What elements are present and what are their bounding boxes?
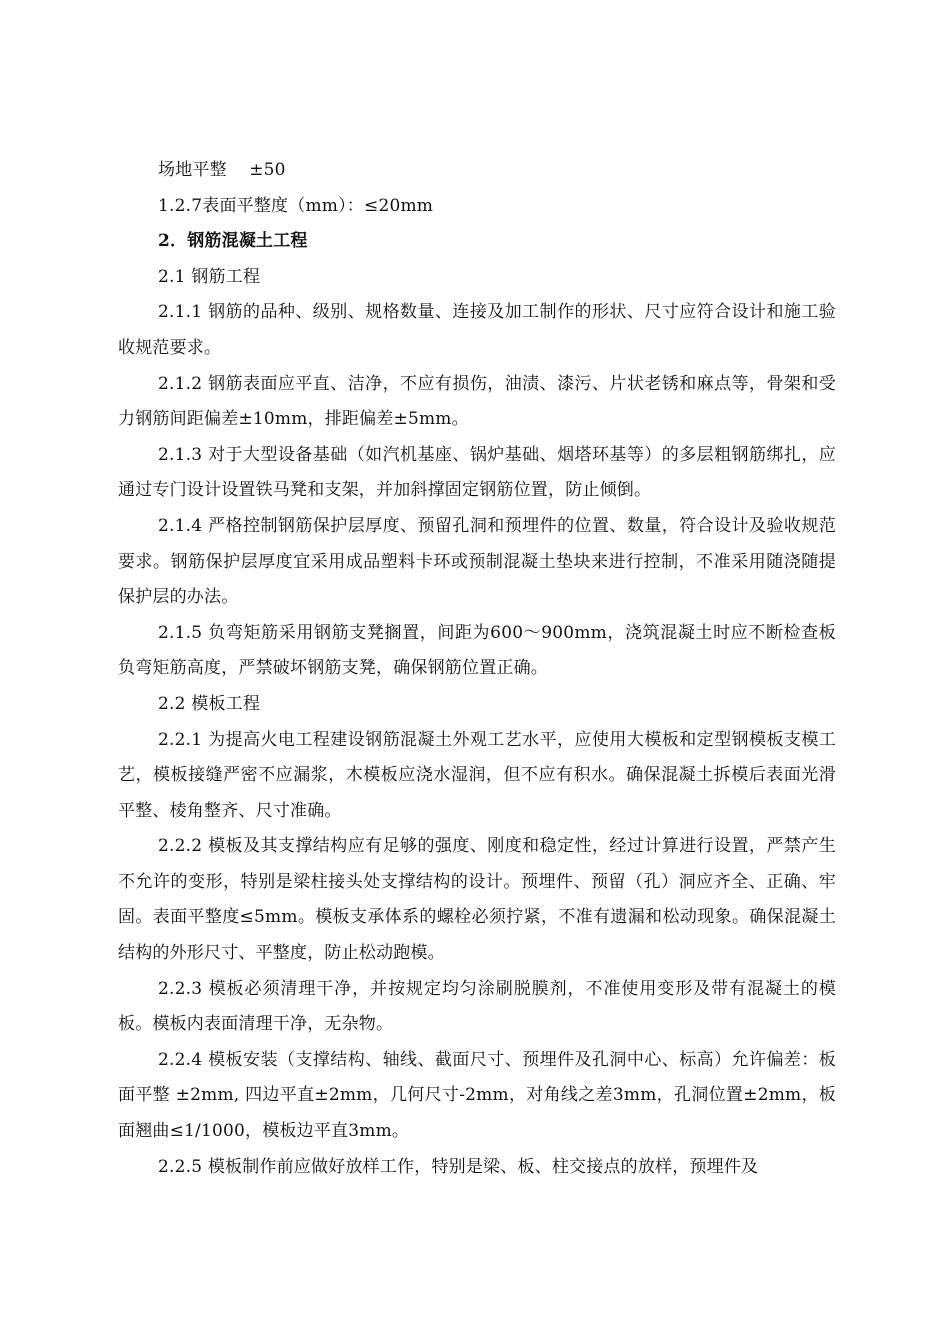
document-body <box>118 153 836 1185</box>
paragraph-2-1-2: 2.1.2 钢筋表面应平直、洁净，不应有损伤，油渍、漆污、片状老锈和麻点等，骨架和受力钢筋间距偏差±10mm，排距偏差±5mm。 <box>118 373 836 430</box>
paragraph-site-leveling: 场地平整 ±50 <box>158 160 286 180</box>
paragraph-2-2-4: 2.2.4 模板安装（支撑结构、轴线、截面尺寸、预埋件及孔洞中心、标高）允许偏差：板面平整 ±2mm, 四边平直±2mm，几何尺寸-2mm，对角线之差3mm，孔洞位置±2mm，板面翘曲≤1/1000，模板边平直3mm。 <box>118 1049 836 1142</box>
paragraph-2-2-2: 2.2.2 模板及其支撑结构应有足够的强度、刚度和稳定性，经过计算进行设置，严禁产生不允许的变形，特别是梁柱接头处支撑结构的设计。预埋件、预留（孔）洞应齐全、正确、牢固。表面平整度≤5mm。模板支承体系的螺栓必须拧紧，不准有遗漏和松动现象。确保混凝土结构的外形尺寸、平整度，防止松动跑模。 <box>118 836 836 964</box>
paragraph-2-1-5: 2.1.5 负弯矩筋采用钢筋支凳搁置，间距为600～900mm，浇筑混凝土时应不断检查板负弯矩筋高度，严禁破坏钢筋支凳，确保钢筋位置正确。 <box>118 622 836 679</box>
paragraph-2-1-3: 2.1.3 对于大型设备基础（如汽机基座、锅炉基础、烟塔环基等）的多层粗钢筋绑扎，应通过专门设计设置铁马凳和支架，并加斜撑固定钢筋位置，防止倾倒。 <box>118 444 836 501</box>
section-heading-2: 2．钢筋混凝土工程 <box>158 231 308 252</box>
subsection-heading-2-2: 2.2 模板工程 <box>158 693 261 714</box>
paragraph-2-2-3: 2.2.3 模板必须清理干净，并按规定均匀涂刷脱膜剂，不准使用变形及带有混凝土的模板。模板内表面清理干净，无杂物。 <box>118 978 836 1035</box>
paragraph-2-1-1: 2.1.1 钢筋的品种、级别、规格数量、连接及加工制作的形状、尺寸应符合设计和施工验收规范要求。 <box>118 302 836 358</box>
paragraph-2-1-4: 2.1.4 严格控制钢筋保护层厚度、预留孔洞和预埋件的位置、数量，符合设计及验收规范要求。钢筋保护层厚度宜采用成品塑料卡环或预制混凝土垫块来进行控制，不准采用随浇随提保护层的办法。 <box>118 515 836 608</box>
paragraph-2-2-5: 2.2.5 模板制作前应做好放样工作，特别是梁、板、柱交接点的放样，预埋件及 <box>158 1156 759 1177</box>
paragraph-2-2-1: 2.2.1 为提高火电工程建设钢筋混凝土外观工艺水平，应使用大模板和定型钢模板支模工艺，模板接缝严密不应漏浆，木模板应浇水湿润，但不应有积水。确保混凝土拆模后表面光滑平整、棱角整齐、尺寸准确。 <box>118 729 836 821</box>
paragraph-1-2-7: 1.2.7表面平整度（mm）：≤20mm <box>158 195 434 216</box>
subsection-heading-2-1: 2.1 钢筋工程 <box>158 266 261 287</box>
